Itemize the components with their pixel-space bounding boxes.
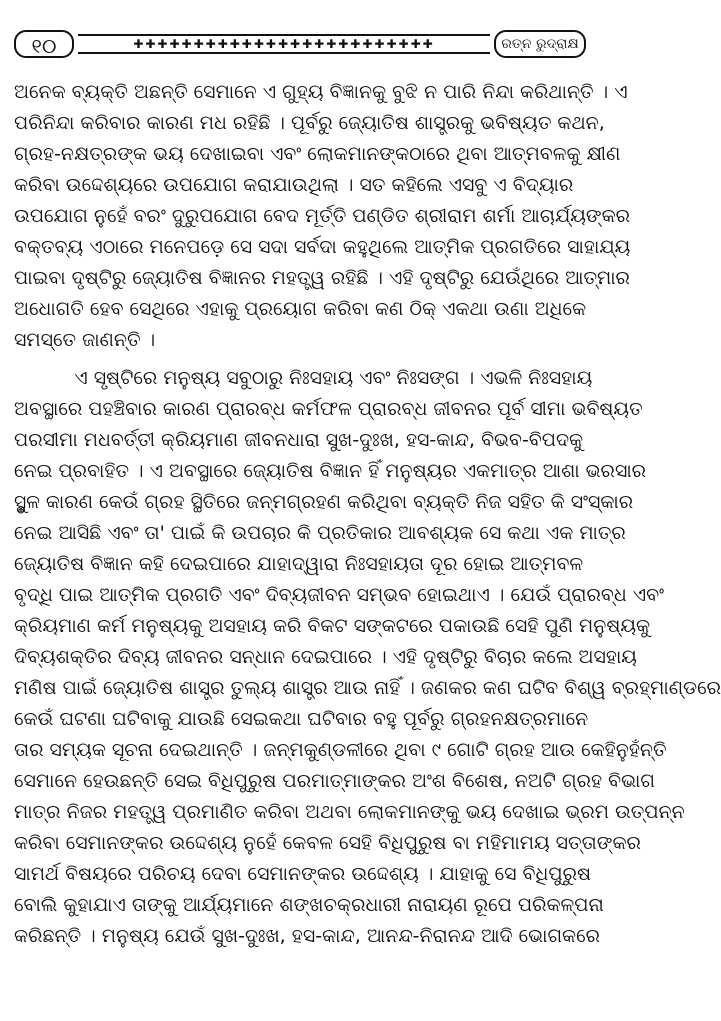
text-line: ମାତ୍ର ନିଜର ମହତ୍ତ୍ୱ ପ୍ରମାଣିତ କରିବା ଅଥବା ଲୋକମାନଙ୍କୁ ଭୟ ଦେଖାଇ ଭ୍ରମ ଉତ୍ପନ୍ନ: [14, 801, 685, 823]
text-line: କରିଛନ୍ତି । ମନୁଷ୍ୟ ଯେଉଁ ସୁଖ-ଦୁଃଖ, ହସ-କାନ୍ଦ, ଆନନ୍ଦ-ନିରାନନ୍ଦ ଆଦି ଭୋଗକରେ: [14, 925, 601, 947]
running-title: ରତ୍ନ ରୁଦ୍ରାକ୍ଷ: [494, 30, 586, 58]
page-number: ୧୦: [14, 30, 74, 58]
text-line: ପରିନିନ୍ଦା କରିବାର କାରଣ ମଧ ରହିଛି । ପୂର୍ବରୁ ଜ୍ୟୋତିଷ ଶାସ୍ତ୍ରକୁ ଭବିଷ୍ୟତ କଥନ,: [14, 112, 605, 134]
text-line: ପାଇବା ଦୃଷ୍ଟିରୁ ଜ୍ୟୋତିଷ ବିଜ୍ଞାନର ମହତ୍ତ୍ୱ ରହିଛି । ଏହି ଦୃଷ୍ଟିରୁ ଯେଉଁଥିରେ ଆତ୍ମାର: [14, 267, 630, 289]
text-line: ପରସୀମା ମଧବର୍ତ୍ତୀ କ୍ରିୟମାଣ ଜୀବନଧାରା ସୁଖ-ଦୁଃଖ, ହସ-କାନ୍ଦ, ବିଭବ-ବିପଦକୁ: [14, 429, 584, 451]
text-line: ମଣିଷ ପାଇଁ ଜ୍ୟୋତିଷ ଶାସ୍ତ୍ର ତୁଲ୍ୟ ଶାସ୍ତ୍ର ଆଉ ନାହିଁ । ଜଣକର କଣ ଘଟିବ ବିଶ୍ୱ ବ୍ରହ୍ମାଣ୍ଡରେ: [14, 677, 721, 699]
text-line: ସାମର୍ଥ ବିଷୟରେ ପରିଚୟ ଦେବା ସେମାନଙ୍କର ଉଦ୍ଦେଶ୍ୟ । ଯାହାକୁ ସେ ବିଧିପୁରୁଷ: [14, 863, 592, 885]
text-line: କରିବା ସେମାନଙ୍କର ଉଦ୍ଦେଶ୍ୟ ନୁହେଁ କେବଳ ସେହି ବିଧିପୁରୁଷ ବା ମହିମାମୟ ସତ୍ତାଙ୍କର: [14, 832, 641, 854]
text-line: ବୃଦ୍ଧି ପାଇ ଆତ୍ମିକ ପ୍ରଗତି ଏବଂ ଦିବ୍ୟଜୀବନ ସମ୍ଭବ ହୋଇଥାଏ । ଯେଉଁ ପ୍ରାରବ୍ଧ ଏବଂ: [14, 584, 664, 606]
text-line: କରିବା ଉଦ୍ଦେଶ୍ୟରେ ଉପଯୋଗ କରାଯାଉଥିଲା । ସତ କହିଲେ ଏସବୁ ଏ ବିଦ୍ୟାର: [14, 174, 574, 196]
text-line: ବୋଲି କୁହାଯାଏ ତାଙ୍କୁ ଆର୍ଯ୍ୟମାନେ ଶଙ୍ଖଚକ୍ରଧାରୀ ନାରାୟଣ ରୂପେ ପରିକଳ୍ପନା: [14, 894, 604, 916]
text-line: ଅବସ୍ଥାରେ ପହଞ୍ଚିବାର କାରଣ ପ୍ରାରବ୍ଧ କର୍ମଫଳ ପ୍ରାରବ୍ଧ ଜୀବନର ପୂର୍ବ ସୀମା ଭବିଷ୍ୟତ: [14, 398, 643, 420]
text-line: କେଉଁ ଘଟଣା ଘଟିବାକୁ ଯାଉଛି ସେଇକଥା ଘଟିବାର ବହୁ ପୂର୍ବରୁ ଗ୍ରହନକ୍ଷତ୍ରମାନେ: [14, 708, 589, 730]
text-line: ଗ୍ରହ-ନକ୍ଷତ୍ରଙ୍କ ଭୟ ଦେଖାଇବା ଏବଂ ଲୋକମାନଙ୍କଠାରେ ଥିବା ଆତ୍ମବଳକୁ କ୍ଷୀଣ: [14, 143, 621, 165]
header-ornament-band: ✚✚✚✚✚✚✚✚✚✚✚✚✚✚✚✚✚✚✚✚✚✚✚✚✚: [78, 34, 490, 54]
text-line: ତାର ସମ୍ୟକ ସୂଚନା ଦେଇଥାନ୍ତି । ଜନ୍ମକୁଣ୍ଡଳୀରେ ଥିବା ୯ ଗୋଟି ଗ୍ରହ ଆଉ କେହିନୁହଁନ୍ତି: [14, 739, 667, 761]
text-line: ଜ୍ୟୋତିଷ ବିଜ୍ଞାନ କହି ଦେଇପାରେ ଯାହାଦ୍ୱାରା ନିଃସହାୟତା ଦୂର ହୋଇ ଆତ୍ମବଳ: [14, 553, 584, 575]
text-line: ସ୍ଥୁଳ କାରଣ କେଉଁ ଗ୍ରହ ସ୍ଥିତିରେ ଜନ୍ମଗ୍ରହଣ କରିଥିବା ବ୍ୟକ୍ତି ନିଜ ସହିତ କି ସଂସ୍କାର: [14, 491, 634, 513]
text-line: ନେଇ ଆସିଛି ଏବଂ ତା' ପାଇଁ କି ଉପଚାର କି ପ୍ରତିକାର ଆବଶ୍ୟକ ସେ କଥା ଏକ ମାତ୍ର: [14, 522, 626, 544]
text-line: ବକ୍ତବ୍ୟ ଏଠାରେ ମନେପଡ଼େ ସେ ସଦା ସର୍ବଦା କହୁଥିଲେ ଆତ୍ମିକ ପ୍ରଗତିରେ ସାହାଯ୍ୟ: [14, 236, 631, 258]
paragraph-1: [14, 77, 631, 356]
text-line: ଅଧୋଗତି ହେବ ସେଥିରେ ଏହାକୁ ପ୍ରୟୋଗ କରିବା କଣ ଠିକ୍ ଏକଥା ଉଣା ଅଧିକେ: [14, 298, 587, 320]
page-header: [14, 30, 586, 60]
body-text: [14, 77, 721, 952]
paragraph-2: [14, 363, 721, 952]
text-line: ଏ ସୃଷ୍ଟିରେ ମନୁଷ୍ୟ ସବୁଠାରୁ ନିଃସହାୟ ଏବଂ ନିଃସଙ୍ଗ । ଏଭଳି ନିଃସହାୟ: [14, 367, 593, 389]
text-line: କ୍ରିୟମାଣ କର୍ମ ମନୁଷ୍ୟକୁ ଅସହାୟ କରି ବିକଟ ସଙ୍କଟରେ ପକାଉଛି ସେହି ପୁଣି ମନୁଷ୍ୟକୁ: [14, 615, 651, 637]
text-line: ଉପଯୋଗ ନୁହେଁ ବରଂ ଦୁରୁପଯୋଗ ବେଦ ମୂର୍ତ୍ତି ପଣ୍ଡିତ ଶ୍ରୀରାମ ଶର୍ମା ଆଚାର୍ଯ୍ୟଙ୍କର: [14, 205, 631, 227]
text-line: ସେମାନେ ହେଉଛନ୍ତି ସେଇ ବିଧିପୁରୁଷ ପରମାତ୍ମାଙ୍କର ଅଂଶ ବିଶେଷ, ନଅଟି ଗ୍ରହ ବିଭାଗ: [14, 770, 655, 792]
text-line: ସମସ୍ତେ ଜାଣନ୍ତି ।: [14, 329, 156, 351]
text-line: ଅନେକ ବ୍ୟକ୍ତି ଅଛନ୍ତି ସେମାନେ ଏ ଗୁହ୍ୟ ବିଜ୍ଞାନକୁ ବୁଝି ନ ପାରି ନିନ୍ଦା କରିଥାନ୍ତି । ଏ: [14, 81, 628, 103]
text-line: ଦିବ୍ୟଶକ୍ତିର ଦିବ୍ୟ ଜୀବନର ସନ୍ଧାନ ଦେଇପାରେ । ଏହି ଦୃଷ୍ଟିରୁ ବିଚାର କଲେ ଅସହାୟ: [14, 646, 637, 668]
text-line: ନେଇ ପ୍ରବାହିତ । ଏ ଅବସ୍ଥାରେ ଜ୍ୟୋତିଷ ବିଜ୍ଞାନ ହିଁ ମନୁଷ୍ୟର ଏକମାତ୍ର ଆଶା ଭରସାର: [14, 460, 647, 482]
